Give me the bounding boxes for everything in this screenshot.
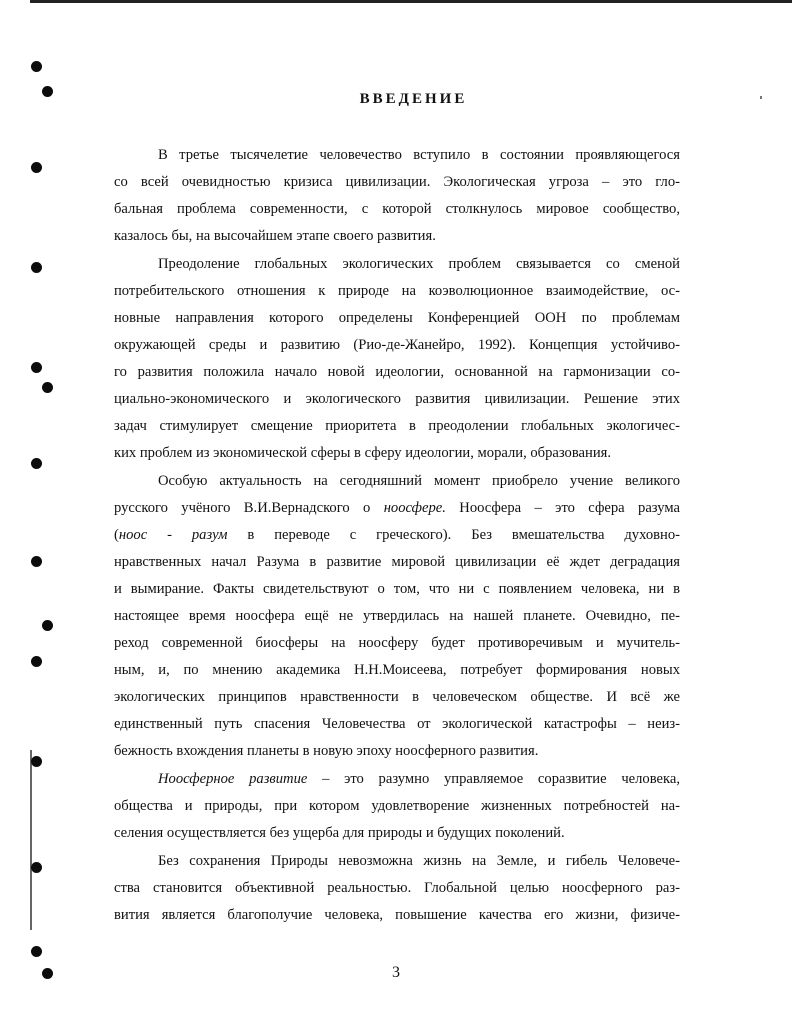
text-line: ства становится объективной реальностью. Глобальной целью ноосферного раз-: [114, 880, 680, 896]
text-line: ным, и, по мнению академика Н.Н.Моисеева, потребует формирования новых: [114, 662, 680, 678]
emphasis-noos-razum: ноос - разум: [118, 527, 228, 543]
text-line: селения осуществляется без ущерба для природы и будущих поколений.: [114, 825, 565, 841]
binder-hole: [31, 946, 42, 957]
text-line: ких проблем из экономической сферы в сферу идеологии, морали, образования.: [114, 445, 611, 461]
paragraph: [114, 142, 680, 250]
page-title: ВВЕДЕНИЕ: [359, 91, 468, 107]
paragraph: [114, 848, 680, 929]
text-line: экологических принципов нравственности в человеческом обществе. И всё же: [114, 689, 680, 705]
text-line: казалось бы, на высочайшем этапе своего развития.: [114, 228, 436, 244]
body-text-block: [114, 251, 680, 467]
binder-hole: [31, 556, 42, 567]
page-number: 3: [392, 964, 400, 981]
text-line: общества и природы, при котором удовлетворение жизненных потребностей на-: [114, 798, 680, 814]
binder-hole: [31, 458, 42, 469]
text-line: потребительского отношения к природе на коэволюционное взаимодействие, ос-: [114, 283, 680, 299]
emphasis-noospheric-development: Ноосферное развитие: [158, 771, 308, 787]
binder-hole: [42, 382, 53, 393]
text-line: окружающей среды и развитию (Рио-де-Жанейро, 1992). Концепция устойчиво-: [114, 337, 680, 353]
emphasis-noosphere: ноосфере.: [383, 500, 446, 516]
binder-hole: [31, 862, 42, 873]
text-line: бальная проблема современности, с которой столкнулось мировое сообщество,: [114, 201, 680, 217]
text-line: бежность вхождения планеты в новую эпоху ноосферного развития.: [114, 743, 539, 759]
binder-hole: [42, 620, 53, 631]
binder-hole: [31, 656, 42, 667]
text-line: циально-экономического и экологического развития цивилизации. Решение этих: [114, 391, 680, 407]
text-line: реход современной биосферы на ноосферу будет противоречивым и мучитель-: [114, 635, 680, 651]
text-line: вития является благополучие человека, повышение качества его жизни, физиче-: [114, 907, 680, 923]
body-text-block: [114, 848, 680, 929]
text-line: го развития положила начало новой идеологии, основанной на гармонизации со-: [114, 364, 680, 380]
text-line: (ноос - разум в переводе с греческого). Без вмешательства духовно-: [114, 527, 680, 543]
text-line: Преодоление глобальных экологических проблем связывается со сменой: [158, 256, 680, 272]
paragraph: [114, 766, 680, 847]
text-line: русского учёного В.И.Вернадского о ноосфере. Ноосфера – это сфера разума: [114, 500, 680, 516]
binder-hole: [31, 61, 42, 72]
scan-left-edge-line: [30, 750, 32, 930]
text-line: единственный путь спасения Человечества от экологической катастрофы – неиз-: [114, 716, 680, 732]
text-line: задач стимулирует смещение приоритета в преодолении глобальных экологичес-: [114, 418, 680, 434]
text-line: новные направления которого определены Конференцией ООН по проблемам: [114, 310, 680, 326]
text-line: нравственных начал Разума в развитие мировой цивилизации её ждет деградация: [114, 554, 680, 570]
binder-hole: [31, 362, 42, 373]
paragraph: [114, 251, 680, 467]
text-line: Особую актуальность на сегодняшний момент приобрело учение великого: [158, 473, 680, 489]
paragraph: [114, 468, 680, 765]
body-text-block: [114, 142, 680, 250]
binder-hole: [31, 262, 42, 273]
scan-top-rule: [30, 0, 792, 3]
binder-hole: [31, 756, 42, 767]
text-line: В третье тысячелетие человечество вступило в состоянии проявляющегося: [158, 147, 680, 163]
body-text-block: [114, 468, 680, 765]
text-line: со всей очевидностью кризиса цивилизации. Экологическая угроза – это гло-: [114, 174, 680, 190]
text-line: Ноосферное развитие – это разумно управляемое соразвитие человека,: [158, 771, 680, 787]
binder-hole: [31, 162, 42, 173]
text-line: Без сохранения Природы невозможна жизнь на Земле, и гибель Человече-: [158, 853, 680, 869]
body-text-block: [114, 766, 680, 847]
text-line: и вымирание. Факты свидетельствуют о том, что ни с появлением человека, ни в: [114, 581, 680, 597]
text-line: настоящее время ноосфера ещё не утвердилась на нашей планете. Очевидно, пе-: [114, 608, 680, 624]
